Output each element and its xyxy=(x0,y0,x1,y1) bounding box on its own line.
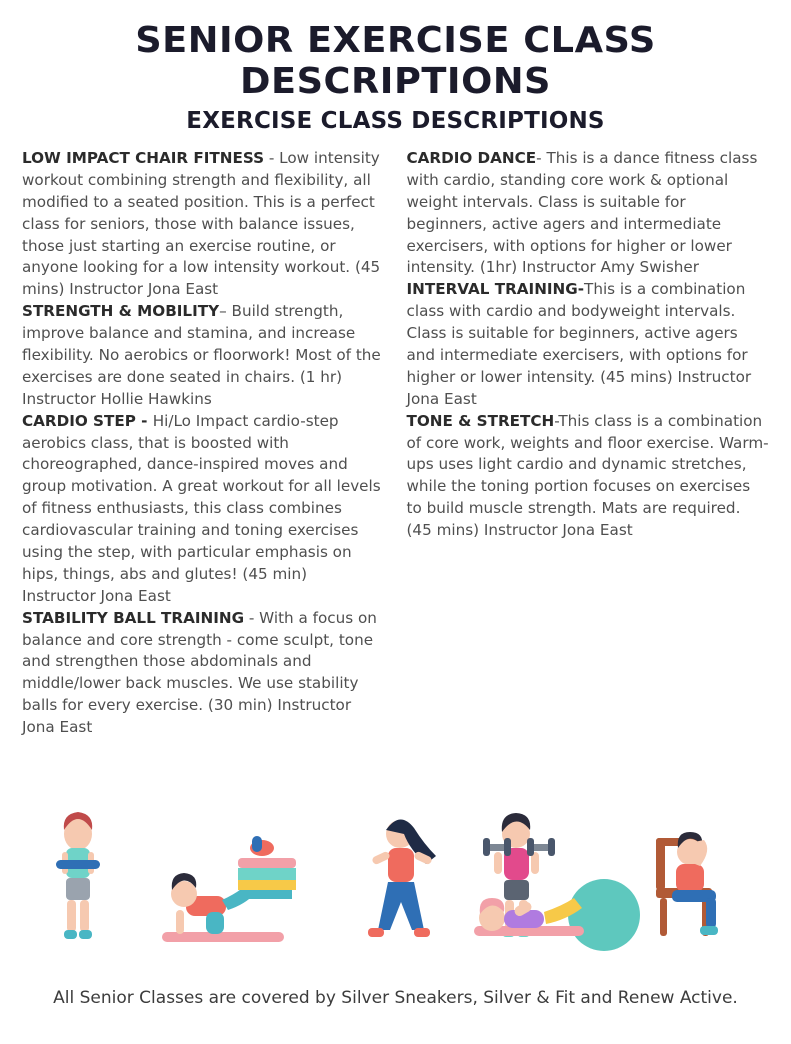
class-name: CARDIO STEP - xyxy=(22,411,153,430)
left-column xyxy=(22,148,385,739)
class-entry xyxy=(22,148,385,301)
class-body: - Low intensity workout combining strength and flexibility, all modified to a seated position. This is a perfect class for seniors, those with balance issues, those just starting an exercise routine, or anyone looking for a low intensity workout. (45 mins) Instructor Jona East xyxy=(22,149,381,299)
class-name: CARDIO DANCE xyxy=(406,149,537,167)
class-entry xyxy=(407,148,770,279)
class-body: Hi/Lo Impact cardio-step aerobics class, that is boosted with choreographed, dance-inspired moves and group motivation. A great workout for all levels of fitness enthusiasts, this class combines cardiovascular training and toning exercises using the step, with particular emphasis on hips, things, abs and glutes! (45 min) Instructor Jona East xyxy=(22,411,381,605)
class-name: LOW IMPACT CHAIR FITNESS xyxy=(22,149,265,167)
right-column xyxy=(407,148,770,542)
woman-stability-ball-figure xyxy=(474,879,640,951)
woman-standing-stretch-figure xyxy=(368,819,436,937)
class-entry xyxy=(407,279,770,410)
class-body: This is a combination class with cardio and bodyweight intervals. Class is suitable for beginners, active agers and intermediate exercisers, with options for higher or lower intensity. (45 mins) Instructor Jona East xyxy=(406,280,752,408)
class-entry xyxy=(407,411,770,542)
class-entry xyxy=(22,411,385,608)
class-body: -This class is a combination of core work, weights and floor exercise. Warm-ups uses light cardio and dynamic stretches, while the toning portion focuses on exercises to build muscle strength. Mats are required. (45 mins) Instructor Jona East xyxy=(406,411,769,540)
page-title: SENIOR EXERCISE CLASS DESCRIPTIONS xyxy=(135,20,656,102)
class-body: – Build strength, improve balance and stamina, and increase flexibility. No aerobics or floorwork! Most of the exercises are done seated in chairs. (1 hr) Instructor Hollie Hawkins xyxy=(22,302,381,408)
class-entry xyxy=(22,301,385,410)
class-body: - With a focus on balance and core strength - come sculpt, tone and strengthen those abdominals and middle/lower back muscles. We use stability balls for every exercise. (30 min) Instructor Jona East xyxy=(22,608,377,737)
illustration-strip xyxy=(0,800,791,985)
footer-note: All Senior Classes are covered by Silver Sneakers, Silver & Fit and Renew Active. xyxy=(53,988,738,1008)
woman-chair-stretch-figure xyxy=(656,832,718,936)
class-name: INTERVAL TRAINING- xyxy=(406,280,585,299)
page-subtitle: EXERCISE CLASS DESCRIPTIONS xyxy=(186,108,605,134)
woman-resistance-band-figure xyxy=(56,812,100,939)
class-name: TONE & STRETCH xyxy=(406,411,555,430)
class-descriptions xyxy=(0,148,791,739)
class-name: STABILITY BALL TRAINING xyxy=(22,608,245,627)
flyer-page xyxy=(0,20,791,1044)
step-bench-figure xyxy=(238,836,296,899)
class-body: - This is a dance fitness class with cardio, standing core work & optional weight intervals. Class is suitable for beginners, active agers and intermediate exercisers, with options for higher or lower intensity. (1hr) Instructor Amy Swisher xyxy=(406,149,758,277)
class-entry xyxy=(22,608,385,739)
class-name: STRENGTH & MOBILITY xyxy=(22,302,220,321)
